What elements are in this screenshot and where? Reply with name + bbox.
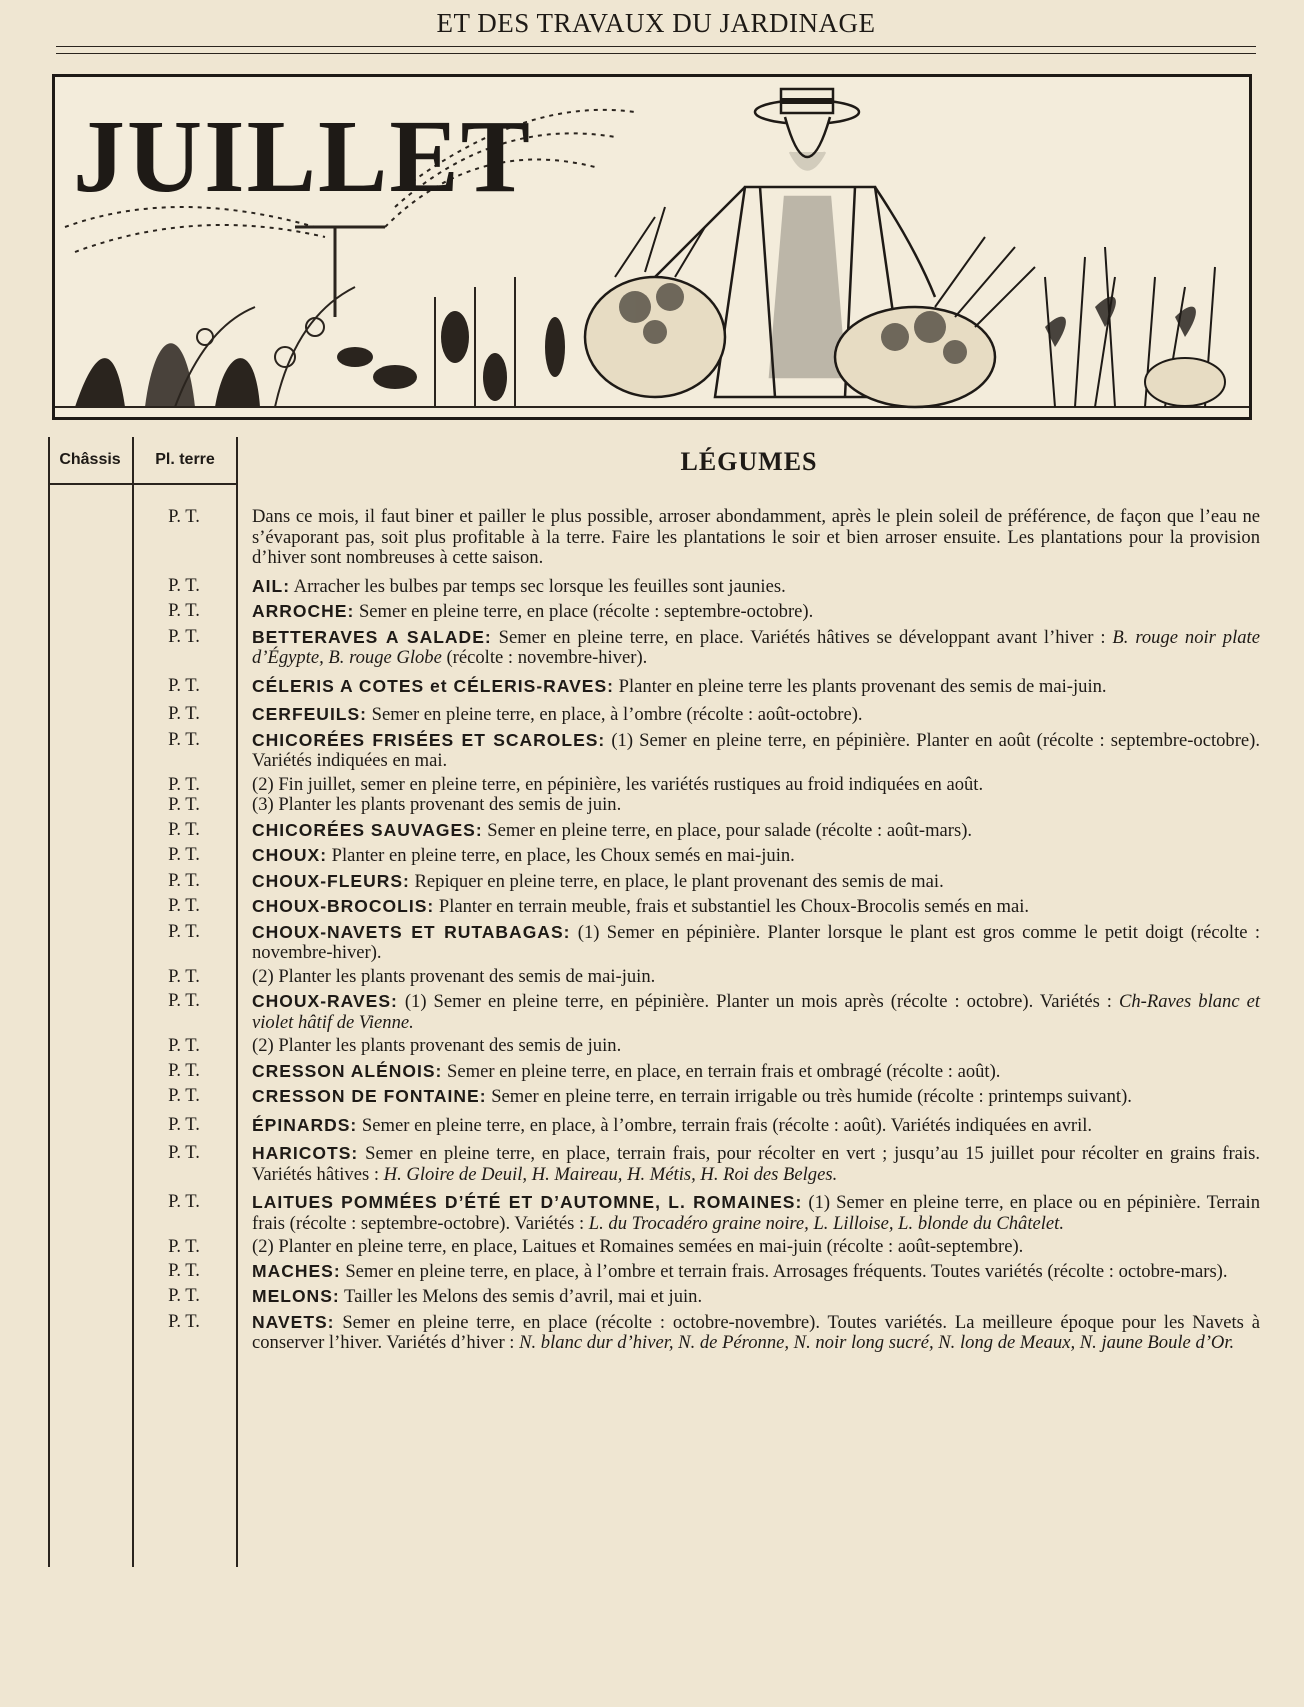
chassis-cell: [46, 967, 132, 988]
vegetable-name: ARROCHE:: [252, 601, 355, 621]
instruction-cell: [236, 507, 1262, 569]
instruction-text: Planter en terrain meuble, frais et substantiel les Choux-Brocolis semés en mai.: [434, 896, 1030, 917]
table-row: [46, 601, 1262, 623]
chassis-cell: [46, 775, 132, 796]
pl-terre-cell: P. T.: [168, 818, 200, 840]
instruction-cell: [236, 676, 1262, 698]
instruction-text: Semer en pleine terre, en place, à l’ombre (récolte : août-octobre).: [367, 704, 863, 725]
chassis-cell: [46, 871, 132, 893]
pl-terre-cell: P. T.: [168, 965, 200, 987]
pl-terre-cell: P. T.: [168, 1310, 200, 1332]
chassis-cell: [46, 627, 132, 669]
table-row: [46, 1036, 1262, 1057]
chassis-cell: [46, 1237, 132, 1258]
vegetable-name: CHOUX-BROCOLIS:: [252, 896, 435, 916]
pl-terre-cell: P. T.: [168, 1142, 200, 1163]
table-row: [46, 1237, 1262, 1258]
instruction-text: (2) Planter les plants provenant des semis de mai-juin.: [252, 965, 656, 987]
pl-terre-cell: P. T.: [168, 728, 200, 750]
instruction-text: (2) Planter en pleine terre, en place, Laitues et Romaines semées en mai-juin (récolte : août-septembre).: [252, 1236, 1024, 1257]
pl-terre-cell: P. T.: [168, 1035, 200, 1056]
instruction-text: Semer en pleine terre, en terrain irrigable ou très humide (récolte : printemps suivant).: [486, 1086, 1132, 1107]
vegetable-name: CHOUX-RAVES:: [252, 991, 398, 1011]
instruction-text: Repiquer en pleine terre, en place, le plant provenant des semis de mai.: [409, 870, 944, 892]
column-header-chassis: Châssis: [59, 451, 121, 468]
table-row: [46, 922, 1262, 964]
table-row: [46, 1286, 1262, 1308]
chassis-cell: [46, 922, 132, 964]
instruction-text: Ch-Raves blanc et violet hâtif de Vienne.: [252, 991, 1260, 1033]
instruction-text: (1) Semer en pleine terre, en pépinière. Planter un mois après (récolte : octobre). Variétés :: [397, 991, 1119, 1012]
vegetable-calendar-table: [46, 437, 1262, 1567]
vegetable-name: MACHES:: [252, 1260, 341, 1281]
pl-terre-cell: P. T.: [168, 794, 200, 815]
table-row: [46, 1312, 1262, 1354]
instruction-cell: [236, 601, 1262, 623]
table-rows: [46, 507, 1262, 1354]
vegetable-name: BETTERAVES A SALADE:: [252, 626, 492, 647]
instruction-cell: [236, 1115, 1262, 1137]
instruction-cell: [236, 627, 1262, 669]
vegetable-name: CÉLERIS A COTES et CÉLERIS-RAVES:: [252, 675, 614, 696]
instruction-text: Planter en pleine terre les plants provenant des semis de mai-juin.: [613, 675, 1107, 697]
instruction-text: Semer en pleine terre, en place (récolte : septembre-octobre).: [354, 601, 814, 622]
pl-terre-cell: P. T.: [168, 895, 200, 916]
pl-terre-cell: P. T.: [168, 1059, 200, 1081]
pl-terre-cell: P. T.: [168, 625, 200, 647]
instruction-cell: [236, 896, 1262, 918]
pl-terre-cell: P. T.: [168, 773, 200, 795]
instruction-cell: [236, 820, 1262, 842]
vegetable-name: CHOUX:: [252, 845, 328, 865]
instruction-text: H. Gloire de Deuil, H. Maireau, H. Métis, H. Roi des Belges.: [383, 1163, 838, 1185]
pl-terre-cell: P. T.: [168, 600, 200, 621]
vegetable-name: CHOUX-FLEURS:: [252, 870, 410, 891]
instruction-text: L. du Trocadéro graine noire, L. Lilloise, L. blonde du Châtelet.: [588, 1212, 1064, 1234]
instruction-cell: [236, 922, 1262, 964]
instruction-text: Semer en pleine terre, en place, terrain frais, pour récolter en vert ; jusqu’au 15 juillet pour récolter en grains frais. Variétés hâtives :: [252, 1143, 1260, 1185]
chassis-cell: [46, 896, 132, 918]
chassis-cell: [46, 730, 132, 772]
table-row: [46, 896, 1262, 918]
chassis-cell: [46, 820, 132, 842]
instruction-text: B. rouge noir plate d’Égypte, B. rouge Globe: [252, 626, 1260, 668]
chassis-cell: [46, 991, 132, 1033]
vegetable-name: CHICORÉES FRISÉES ET SCAROLES:: [252, 729, 606, 750]
pl-terre-cell: P. T.: [168, 1259, 200, 1281]
instruction-text: Planter en pleine terre, en place, les Choux semés en mai-juin.: [327, 845, 795, 866]
instruction-text: (1) Semer en pleine terre, en pépinière. Planter en août (récolte : septembre-octobre). Variétés indiquées en mai.: [252, 729, 1260, 771]
chassis-cell: [46, 1061, 132, 1083]
pl-terre-cell: P. T.: [168, 703, 200, 724]
vegetable-name: AIL:: [252, 575, 291, 596]
instruction-text: Semer en pleine terre, en place, à l’ombre, terrain frais (récolte : août). Variétés indiquées en avril.: [357, 1114, 1093, 1136]
vegetable-name: CRESSON DE FONTAINE:: [252, 1086, 487, 1106]
chassis-cell: [46, 704, 132, 726]
column-header-rule: [48, 483, 236, 485]
vegetable-name: CRESSON ALÉNOIS:: [252, 1060, 443, 1081]
running-title: ET DES TRAVAUX DU JARDINAGE: [436, 8, 876, 38]
instruction-cell: [236, 871, 1262, 893]
instruction-cell: [236, 1086, 1262, 1108]
month-title: JUILLET: [73, 99, 533, 214]
instruction-text: Dans ce mois, il faut biner et pailler le plus possible, arroser abondamment, après le plein soleil de préférence, de façon que l’eau ne s’évaporant pas, soit plus profitable à la terre. Faire les plantations le soir et bien arroser ensuite. Les plantations pour la provision d’hiver sont nombreuses à cette saison.: [252, 506, 1260, 568]
pl-terre-cell: P. T.: [168, 1285, 200, 1306]
chassis-cell: [46, 576, 132, 598]
chassis-cell: [46, 601, 132, 623]
table-row: [46, 1115, 1262, 1137]
chassis-cell: [46, 795, 132, 816]
pl-terre-cell: P. T.: [168, 1113, 200, 1135]
instruction-cell: [236, 1061, 1262, 1083]
chassis-cell: [46, 1261, 132, 1283]
table-row: [46, 676, 1262, 698]
table-row: [46, 704, 1262, 726]
instruction-text: Semer en pleine terre, en place (récolte : octobre-novembre). Toutes variétés. La meilleure époque pour les Navets à conserver l’hiver. Variétés d’hiver :: [252, 1311, 1260, 1353]
instruction-cell: [236, 730, 1262, 772]
table-row: [46, 795, 1262, 816]
instruction-text: Semer en pleine terre, en place, en terrain frais et ombragé (récolte : août).: [442, 1060, 1001, 1082]
chassis-cell: [46, 845, 132, 867]
instruction-cell: [236, 991, 1262, 1033]
instruction-cell: [236, 1312, 1262, 1354]
table-row: [46, 1061, 1262, 1083]
table-row: [46, 820, 1262, 842]
table-row: [46, 576, 1262, 598]
instruction-text: Semer en pleine terre, en place, pour salade (récolte : août-mars).: [482, 819, 973, 841]
instruction-text: (2) Fin juillet, semer en pleine terre, en pépinière, les variétés rustiques au froid indiquées en août.: [252, 773, 984, 795]
pl-terre-cell: P. T.: [168, 844, 200, 865]
chassis-cell: [46, 507, 132, 569]
instruction-text: (1) Semer en pleine terre, en place ou en pépinière. Terrain frais (récolte : septembre-octobre). Variétés :: [252, 1192, 1261, 1234]
table-row: [46, 967, 1262, 988]
pl-terre-cell: P. T.: [168, 506, 200, 527]
table-row: [46, 1261, 1262, 1283]
vegetable-name: ÉPINARDS:: [252, 1114, 358, 1135]
table-row: [46, 627, 1262, 669]
pl-terre-cell: P. T.: [168, 574, 200, 596]
chassis-cell: [46, 1086, 132, 1108]
chassis-cell: [46, 1143, 132, 1185]
vegetable-name: MELONS:: [252, 1286, 340, 1306]
table-row: [46, 1192, 1262, 1234]
pl-terre-cell: P. T.: [168, 1191, 200, 1212]
pl-terre-cell: P. T.: [168, 920, 200, 942]
vegetable-name: CHOUX-NAVETS ET RUTABAGAS:: [252, 921, 571, 942]
pl-terre-cell: P. T.: [168, 869, 200, 891]
instruction-text: (3) Planter les plants provenant des semis de juin.: [252, 794, 622, 815]
instruction-cell: [236, 1036, 1262, 1057]
table-row: [46, 845, 1262, 867]
instruction-cell: [236, 1192, 1262, 1234]
instruction-cell: [236, 1237, 1262, 1258]
table-row: [46, 507, 1262, 569]
table-row: [46, 991, 1262, 1033]
instruction-cell: [236, 775, 1262, 796]
chassis-cell: [46, 676, 132, 698]
table-row: [46, 1143, 1262, 1185]
section-title: LÉGUMES: [680, 447, 818, 476]
instruction-text: (1) Semer en pépinière. Planter lorsque le plant est gros comme le petit doigt (récolte : novembre-hiver).: [252, 921, 1260, 963]
instruction-cell: [236, 845, 1262, 867]
month-banner: [52, 74, 1252, 420]
instruction-text: Semer en pleine terre, en place, à l’ombre et terrain frais. Arrosages fréquents. Toutes variétés (récolte : octobre-mars).: [340, 1260, 1228, 1282]
instruction-text: (2) Planter les plants provenant des semis de juin.: [252, 1035, 622, 1056]
instruction-cell: [236, 1143, 1262, 1185]
instruction-cell: [236, 1261, 1262, 1283]
chassis-cell: [46, 1192, 132, 1234]
vegetable-name: CERFEUILS:: [252, 704, 367, 724]
vegetable-name: NAVETS:: [252, 1311, 335, 1332]
instruction-text: N. blanc dur d’hiver, N. de Péronne, N. noir long sucré, N. long de Meaux, N. jaune Boule d’Or.: [519, 1332, 1235, 1353]
vegetable-name: HARICOTS:: [252, 1143, 359, 1163]
pl-terre-cell: P. T.: [168, 1085, 200, 1106]
table-row: [46, 775, 1262, 796]
instruction-text: Arracher les bulbes par temps sec lorsque les feuilles sont jaunies.: [290, 575, 786, 597]
instruction-cell: [236, 967, 1262, 988]
pl-terre-cell: P. T.: [168, 1236, 200, 1257]
instruction-cell: [236, 795, 1262, 816]
pl-terre-cell: P. T.: [168, 674, 200, 696]
table-row: [46, 730, 1262, 772]
chassis-cell: [46, 1286, 132, 1308]
header-double-rule: [56, 46, 1256, 54]
instruction-cell: [236, 576, 1262, 598]
pl-terre-cell: P. T.: [168, 990, 200, 1011]
instruction-cell: [236, 704, 1262, 726]
instruction-cell: [236, 1286, 1262, 1308]
chassis-cell: [46, 1115, 132, 1137]
table-row: [46, 1086, 1262, 1108]
chassis-cell: [46, 1036, 132, 1057]
instruction-text: Semer en pleine terre, en place. Variétés hâtives se développant avant l’hiver :: [491, 626, 1113, 648]
chassis-cell: [46, 1312, 132, 1354]
instruction-text: Tailler les Melons des semis d’avril, mai et juin.: [339, 1286, 703, 1307]
vegetable-name: CHICORÉES SAUVAGES:: [252, 819, 483, 840]
instruction-text: (récolte : novembre-hiver).: [441, 647, 648, 668]
vegetable-name: LAITUES POMMÉES D’ÉTÉ ET D’AUTOMNE, L. ROMAINES:: [252, 1192, 803, 1212]
table-row: [46, 871, 1262, 893]
column-header-pl-terre: Pl. terre: [155, 451, 215, 468]
